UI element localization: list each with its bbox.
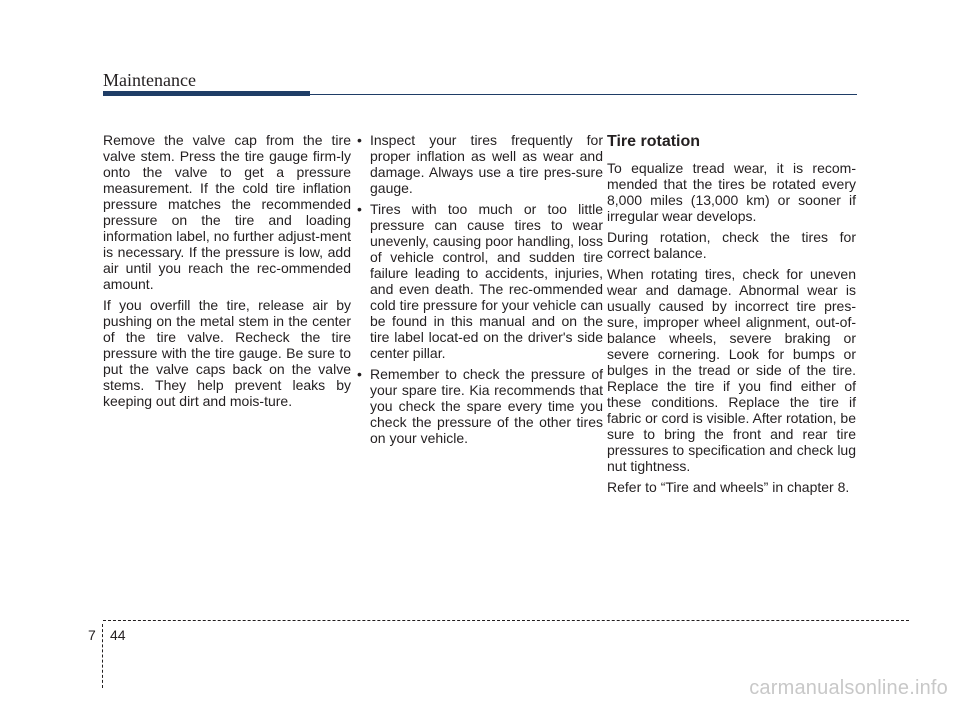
paragraph-check-balance: During rotation, check the tires for correct balance.	[607, 229, 856, 261]
page-number: 44	[110, 627, 126, 643]
bullet-text: Remember to check the pressure of your spare tire. Kia recommends that you check the spare every time you check the pressure of the other tires on your vehicle.	[370, 366, 603, 446]
bullet-list	[355, 132, 603, 446]
section-title: Maintenance	[103, 70, 196, 90]
heading-tire-rotation: Tire rotation	[607, 133, 701, 150]
header-rule-thick	[103, 91, 310, 96]
bullet-text: Tires with too much or too little pressure can cause tires to wear unevenly, causing poor handling, loss of vehicle control, and sudden tire failure leading to accidents, injuries, and even death. The rec-ommended cold tire pressure for your vehicle can be found in this manual and on the tire label locat-ed on the driver's side center pillar.	[370, 201, 603, 361]
watermark: carmanualsonline.info	[749, 677, 948, 699]
header-rule-thin	[310, 94, 857, 95]
column-valve-instructions	[103, 132, 351, 414]
bullet-icon: •	[357, 201, 362, 217]
footer-divider	[103, 620, 909, 621]
chapter-number: 7	[88, 627, 96, 643]
paragraph-refer-chapter: Refer to “Tire and wheels” in chapter 8.	[607, 479, 850, 495]
column-tire-inspection	[355, 132, 603, 451]
list-item	[355, 201, 603, 361]
paragraph-check-wear-damage: When rotating tires, check for uneven wear and damage. Abnormal wear is usually caused by incorrect tire pres-sure, improper wheel alignment, out-of-balance wheels, severe braking or severe cornering. Look for bumps or bulges in the tread or side of the tire. Replace the tire if you find either of these conditions. Replace the tire if fabric or cord is visible. After rotation, be sure to bring the front and rear tire pressures to specification and check lug nut tightness.	[607, 266, 856, 474]
list-item	[355, 366, 603, 446]
list-item	[355, 132, 603, 196]
paragraph-overfill-tire: If you overfill the tire, release air by pushing on the metal stem in the center of the tire valve. Recheck the tire pressure with the tire gauge. Be sure to put the valve caps back on the valve stems. They help prevent leaks by keeping out dirt and mois-ture.	[103, 297, 351, 409]
footer-page-separator	[102, 624, 103, 688]
column-tire-rotation	[607, 133, 856, 500]
bullet-text: Inspect your tires frequently for proper inflation as well as wear and damage. Always use a tire pres-sure gauge.	[370, 132, 603, 196]
paragraph-equalize-wear: To equalize tread wear, it is recom-mended that the tires be rotated every 8,000 miles (13,000 km) or sooner if irregular wear develops.	[607, 160, 856, 224]
paragraph-remove-valve-cap: Remove the valve cap from the tire valve stem. Press the tire gauge firm-ly onto the valve to get a pressure measurement. If the cold tire inflation pressure matches the recommended pressure on the tire and loading information label, no further adjust-ment is necessary. If the pressure is low, add air until you reach the rec-ommended amount.	[103, 132, 351, 292]
bullet-icon: •	[357, 366, 362, 382]
bullet-icon: •	[357, 132, 362, 148]
